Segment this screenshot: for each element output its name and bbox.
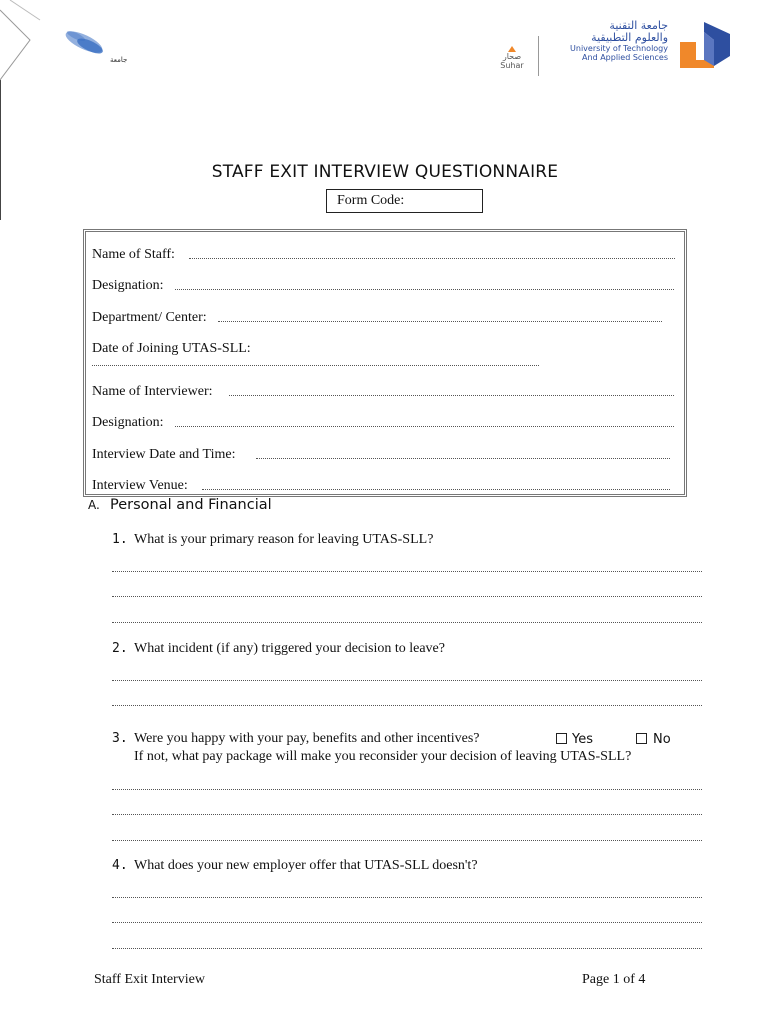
interview-venue-label: Interview Venue:	[92, 478, 188, 493]
interview-datetime-label: Interview Date and Time:	[92, 447, 236, 462]
no-label: No	[653, 732, 671, 747]
question-4	[112, 858, 478, 874]
answer-line[interactable]	[112, 788, 702, 790]
yes-label: Yes	[572, 732, 593, 747]
answer-line[interactable]	[112, 679, 702, 681]
form-code-field[interactable]: Form Code:	[326, 189, 483, 213]
section-title: Personal and Financial	[110, 497, 272, 513]
sohar-logo	[496, 46, 528, 70]
left-logo-text: جامعة	[110, 56, 128, 64]
question-text: What does your new employer offer that UTAS-SLL doesn't?	[134, 858, 478, 873]
utas-logo-text	[556, 20, 668, 62]
section-heading	[88, 497, 272, 513]
interviewer-name-field[interactable]	[229, 394, 674, 396]
date-of-joining-label: Date of Joining UTAS-SLL:	[92, 341, 251, 356]
interviewer-name-label: Name of Interviewer:	[92, 384, 213, 399]
answer-line[interactable]	[112, 813, 702, 815]
yes-checkbox[interactable]	[556, 733, 567, 744]
question-text: What is your primary reason for leaving UTAS-SLL?	[134, 532, 434, 547]
interview-venue-field[interactable]	[202, 488, 670, 490]
answer-line[interactable]	[112, 595, 702, 597]
answer-line[interactable]	[112, 839, 702, 841]
page-number: Page 1 of 4	[582, 972, 646, 987]
question-3	[112, 731, 480, 747]
sohar-arabic: صحار	[502, 52, 522, 61]
utas-arabic-1: جامعة التقنية	[609, 19, 668, 32]
interviewer-designation-field[interactable]	[175, 425, 674, 427]
interviewer-designation-label: Designation:	[92, 415, 164, 430]
question-2	[112, 641, 445, 657]
designation-field[interactable]	[175, 288, 674, 290]
date-of-joining-field[interactable]	[92, 364, 539, 366]
question-number: 3.	[112, 731, 128, 746]
name-of-staff-label: Name of Staff:	[92, 247, 175, 262]
department-label: Department/ Center:	[92, 310, 207, 325]
utas-arabic-2: والعلوم التطبيقية	[591, 31, 668, 44]
no-checkbox[interactable]	[636, 733, 647, 744]
name-of-staff-field[interactable]	[189, 257, 675, 259]
question-number: 2.	[112, 641, 128, 656]
footer-title: Staff Exit Interview	[94, 972, 205, 987]
answer-line[interactable]	[112, 896, 702, 898]
department-field[interactable]	[218, 320, 662, 322]
answer-line[interactable]	[112, 921, 702, 923]
question-1	[112, 532, 433, 548]
header-divider	[538, 36, 539, 76]
answer-line[interactable]	[112, 704, 702, 706]
question-3-followup: If not, what pay package will make you reconsider your decision of leaving UTAS-SLL?	[134, 749, 632, 764]
answer-line[interactable]	[112, 621, 702, 623]
answer-line[interactable]	[112, 570, 702, 572]
section-letter: A.	[88, 498, 100, 512]
page-edge-line	[0, 80, 1, 220]
question-text: Were you happy with your pay, benefits and other incentives?	[134, 731, 480, 746]
utas-logo-icon	[676, 20, 734, 70]
question-number: 1.	[112, 532, 128, 547]
interview-datetime-field[interactable]	[256, 457, 670, 459]
question-text: What incident (if any) triggered your decision to leave?	[134, 641, 445, 656]
designation-label: Designation:	[92, 278, 164, 293]
answer-line[interactable]	[112, 947, 702, 949]
question-number: 4.	[112, 858, 128, 873]
utas-english-1: University of Technology	[570, 44, 668, 53]
sohar-english: Suhar	[500, 61, 524, 70]
utas-english-2: And Applied Sciences	[582, 53, 668, 62]
left-logo	[0, 0, 180, 90]
page-title: STAFF EXIT INTERVIEW QUESTIONNAIRE	[211, 162, 559, 182]
